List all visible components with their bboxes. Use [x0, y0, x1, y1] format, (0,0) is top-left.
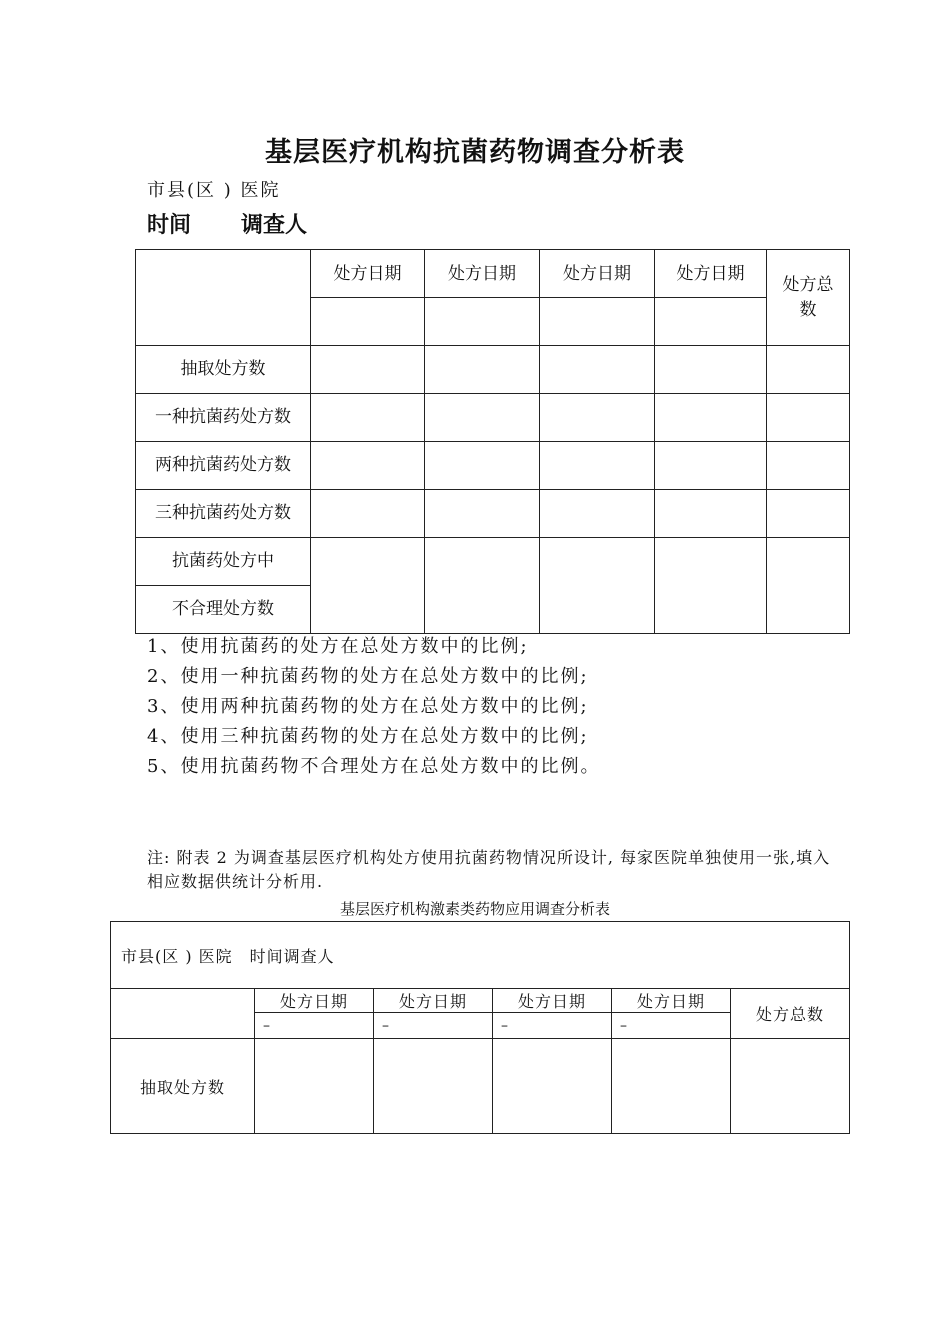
data-cell[interactable]	[425, 490, 540, 538]
corner-cell	[111, 989, 255, 1039]
data-cell[interactable]	[767, 394, 850, 442]
data-cell[interactable]	[425, 442, 540, 490]
header-date-2: 处方日期	[425, 250, 540, 298]
date-input-cell[interactable]: –	[612, 1013, 731, 1039]
data-cell[interactable]	[655, 346, 767, 394]
date-input-cell[interactable]	[655, 298, 767, 346]
investigator-label: 调查人	[241, 212, 308, 238]
date-input-cell[interactable]	[425, 298, 540, 346]
data-cell[interactable]	[311, 538, 425, 634]
date-input-cell[interactable]: –	[255, 1013, 374, 1039]
header-total: 处方总数	[731, 989, 850, 1039]
data-cell[interactable]	[767, 442, 850, 490]
row-label-irrational-a: 抗菌药处方中	[136, 538, 311, 586]
data-cell[interactable]	[731, 1039, 850, 1134]
data-cell[interactable]	[311, 346, 425, 394]
header-date-1: 处方日期	[255, 989, 374, 1013]
date-input-cell[interactable]: –	[374, 1013, 493, 1039]
data-cell[interactable]	[767, 538, 850, 634]
table2-info-row: 市县(区 ) 医院 时间调查人	[111, 922, 850, 989]
data-cell[interactable]	[655, 442, 767, 490]
header-total	[767, 250, 850, 346]
table2-caption: 基层医疗机构激素类药物应用调查分析表	[339, 900, 610, 918]
data-cell[interactable]	[612, 1039, 731, 1134]
data-cell[interactable]	[540, 394, 655, 442]
corner-cell	[136, 250, 311, 346]
header-date-4: 处方日期	[612, 989, 731, 1013]
data-cell[interactable]	[374, 1039, 493, 1134]
header-date-3: 处方日期	[540, 250, 655, 298]
header-date-3: 处方日期	[493, 989, 612, 1013]
list-item: 2、使用一种抗菌药物的处方在总处方数中的比例;	[147, 666, 589, 687]
data-cell[interactable]	[311, 394, 425, 442]
data-cell[interactable]	[311, 490, 425, 538]
data-cell[interactable]	[311, 442, 425, 490]
data-cell[interactable]	[493, 1039, 612, 1134]
data-cell[interactable]	[425, 346, 540, 394]
data-cell[interactable]	[655, 394, 767, 442]
row-label-sampled: 抽取处方数	[136, 346, 311, 394]
data-cell[interactable]	[655, 490, 767, 538]
list-item: 5、使用抗菌药物不合理处方在总处方数中的比例。	[147, 756, 601, 777]
data-cell[interactable]	[255, 1039, 374, 1134]
header-date-4: 处方日期	[655, 250, 767, 298]
header-date-1: 处方日期	[311, 250, 425, 298]
data-cell[interactable]	[540, 490, 655, 538]
list-item: 3、使用两种抗菌药物的处方在总处方数中的比例;	[147, 696, 589, 717]
row-label-sampled: 抽取处方数	[111, 1039, 255, 1134]
header-date-2: 处方日期	[374, 989, 493, 1013]
data-cell[interactable]	[767, 346, 850, 394]
data-cell[interactable]	[540, 538, 655, 634]
footnote: 注: 附表 2 为调查基层医疗机构处方使用抗菌药物情况所设计, 每家医院单独使用一张,填入相应数据供统计分析用.	[147, 848, 831, 891]
time-investigator-line	[147, 208, 307, 239]
row-label-one-antibiotic: 一种抗菌药处方数	[136, 394, 311, 442]
data-cell[interactable]	[655, 538, 767, 634]
antibiotic-survey-table	[135, 249, 850, 634]
list-item: 4、使用三种抗菌药物的处方在总处方数中的比例;	[147, 726, 589, 747]
page-title: 基层医疗机构抗菌药物调查分析表	[265, 137, 685, 168]
row-label-two-antibiotics: 两种抗菌药处方数	[136, 442, 311, 490]
date-input-cell[interactable]: –	[493, 1013, 612, 1039]
hormone-survey-table	[110, 921, 850, 1134]
row-label-irrational-b: 不合理处方数	[136, 586, 311, 634]
data-cell[interactable]	[540, 442, 655, 490]
header-total-text: 处方总数	[782, 274, 834, 320]
hospital-line: 市县(区 ) 医院	[147, 180, 281, 201]
data-cell[interactable]	[425, 538, 540, 634]
data-cell[interactable]	[425, 394, 540, 442]
time-label: 时间	[147, 212, 192, 238]
list-item: 1、使用抗菌药的处方在总处方数中的比例;	[147, 636, 529, 657]
date-input-cell[interactable]	[311, 298, 425, 346]
data-cell[interactable]	[767, 490, 850, 538]
row-label-three-antibiotics: 三种抗菌药处方数	[136, 490, 311, 538]
data-cell[interactable]	[540, 346, 655, 394]
date-input-cell[interactable]	[540, 298, 655, 346]
ratio-list	[147, 632, 600, 782]
